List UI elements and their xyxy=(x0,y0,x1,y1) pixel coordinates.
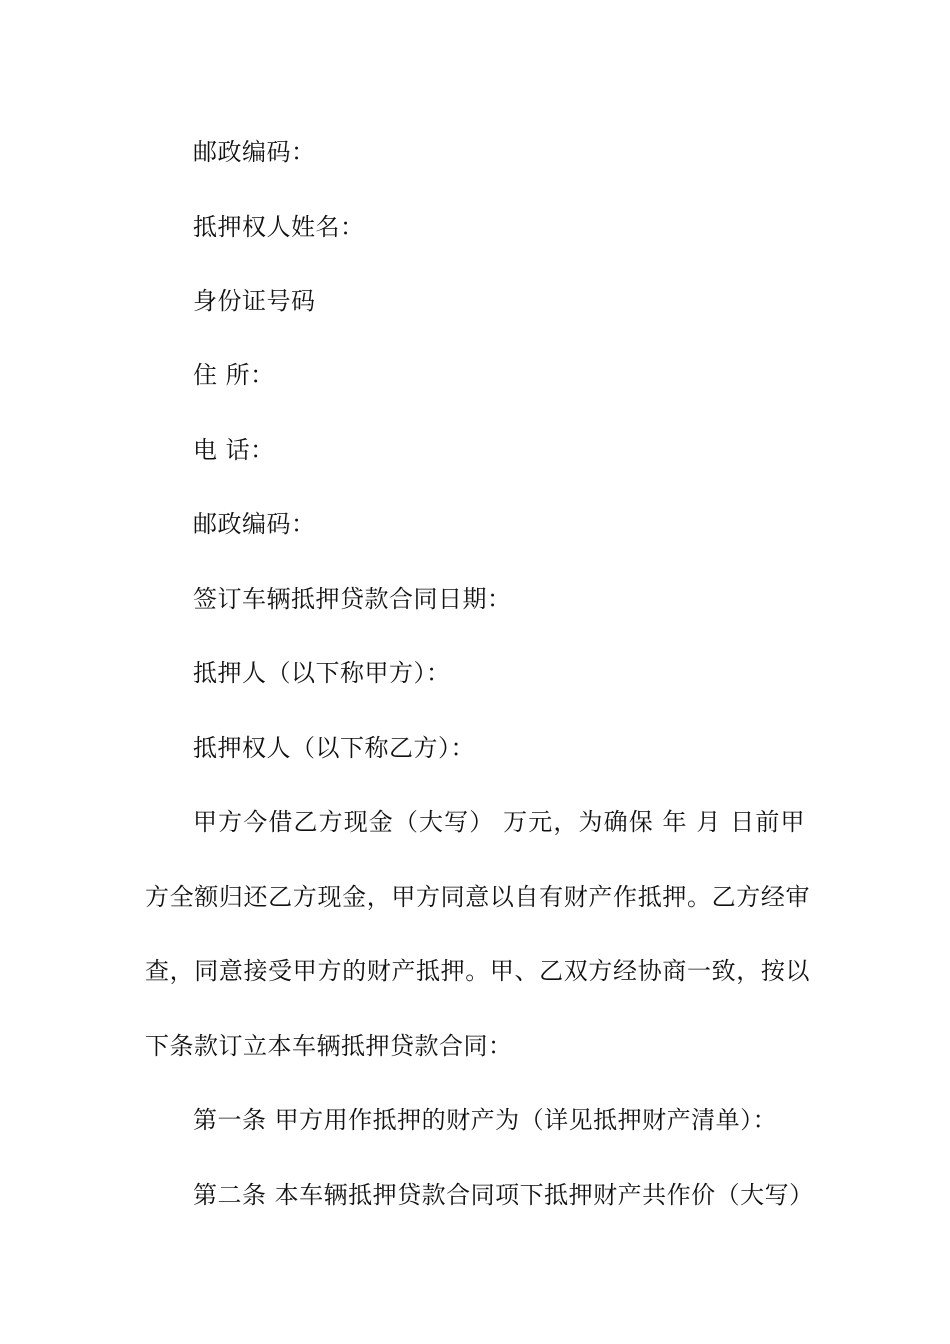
body-paragraph-line-1: 甲方今借乙方现金（大写） 万元，为确保 年 月 日前甲 xyxy=(193,808,805,836)
postal-code-label-2: 邮政编码： xyxy=(193,510,316,538)
body-paragraph-line-3: 查，同意接受甲方的财产抵押。甲、乙双方经协商一致，按以 xyxy=(145,957,810,985)
postal-code-label-1: 邮政编码： xyxy=(193,138,316,166)
body-paragraph-line-2: 方全额归还乙方现金，甲方同意以自有财产作抵押。乙方经审 xyxy=(145,883,810,911)
mortgagor-party-a-label: 抵押人（以下称甲方）： xyxy=(193,659,451,687)
id-number-label: 身份证号码 xyxy=(193,287,316,315)
mortgagee-name-label: 抵押权人姓名： xyxy=(193,213,365,241)
address-label: 住 所： xyxy=(193,361,275,389)
mortgagee-party-b-label: 抵押权人（以下称乙方）： xyxy=(193,734,475,762)
article-1-line: 第一条 甲方用作抵押的财产为（详见抵押财产清单）： xyxy=(193,1106,778,1134)
phone-label: 电 话： xyxy=(193,436,275,464)
body-paragraph-line-4: 下条款订立本车辆抵押贷款合同： xyxy=(145,1032,513,1060)
article-2-line: 第二条 本车辆抵押贷款合同项下抵押财产共作价（大写） xyxy=(193,1181,814,1209)
contract-date-label: 签订车辆抵押贷款合同日期： xyxy=(193,585,512,613)
